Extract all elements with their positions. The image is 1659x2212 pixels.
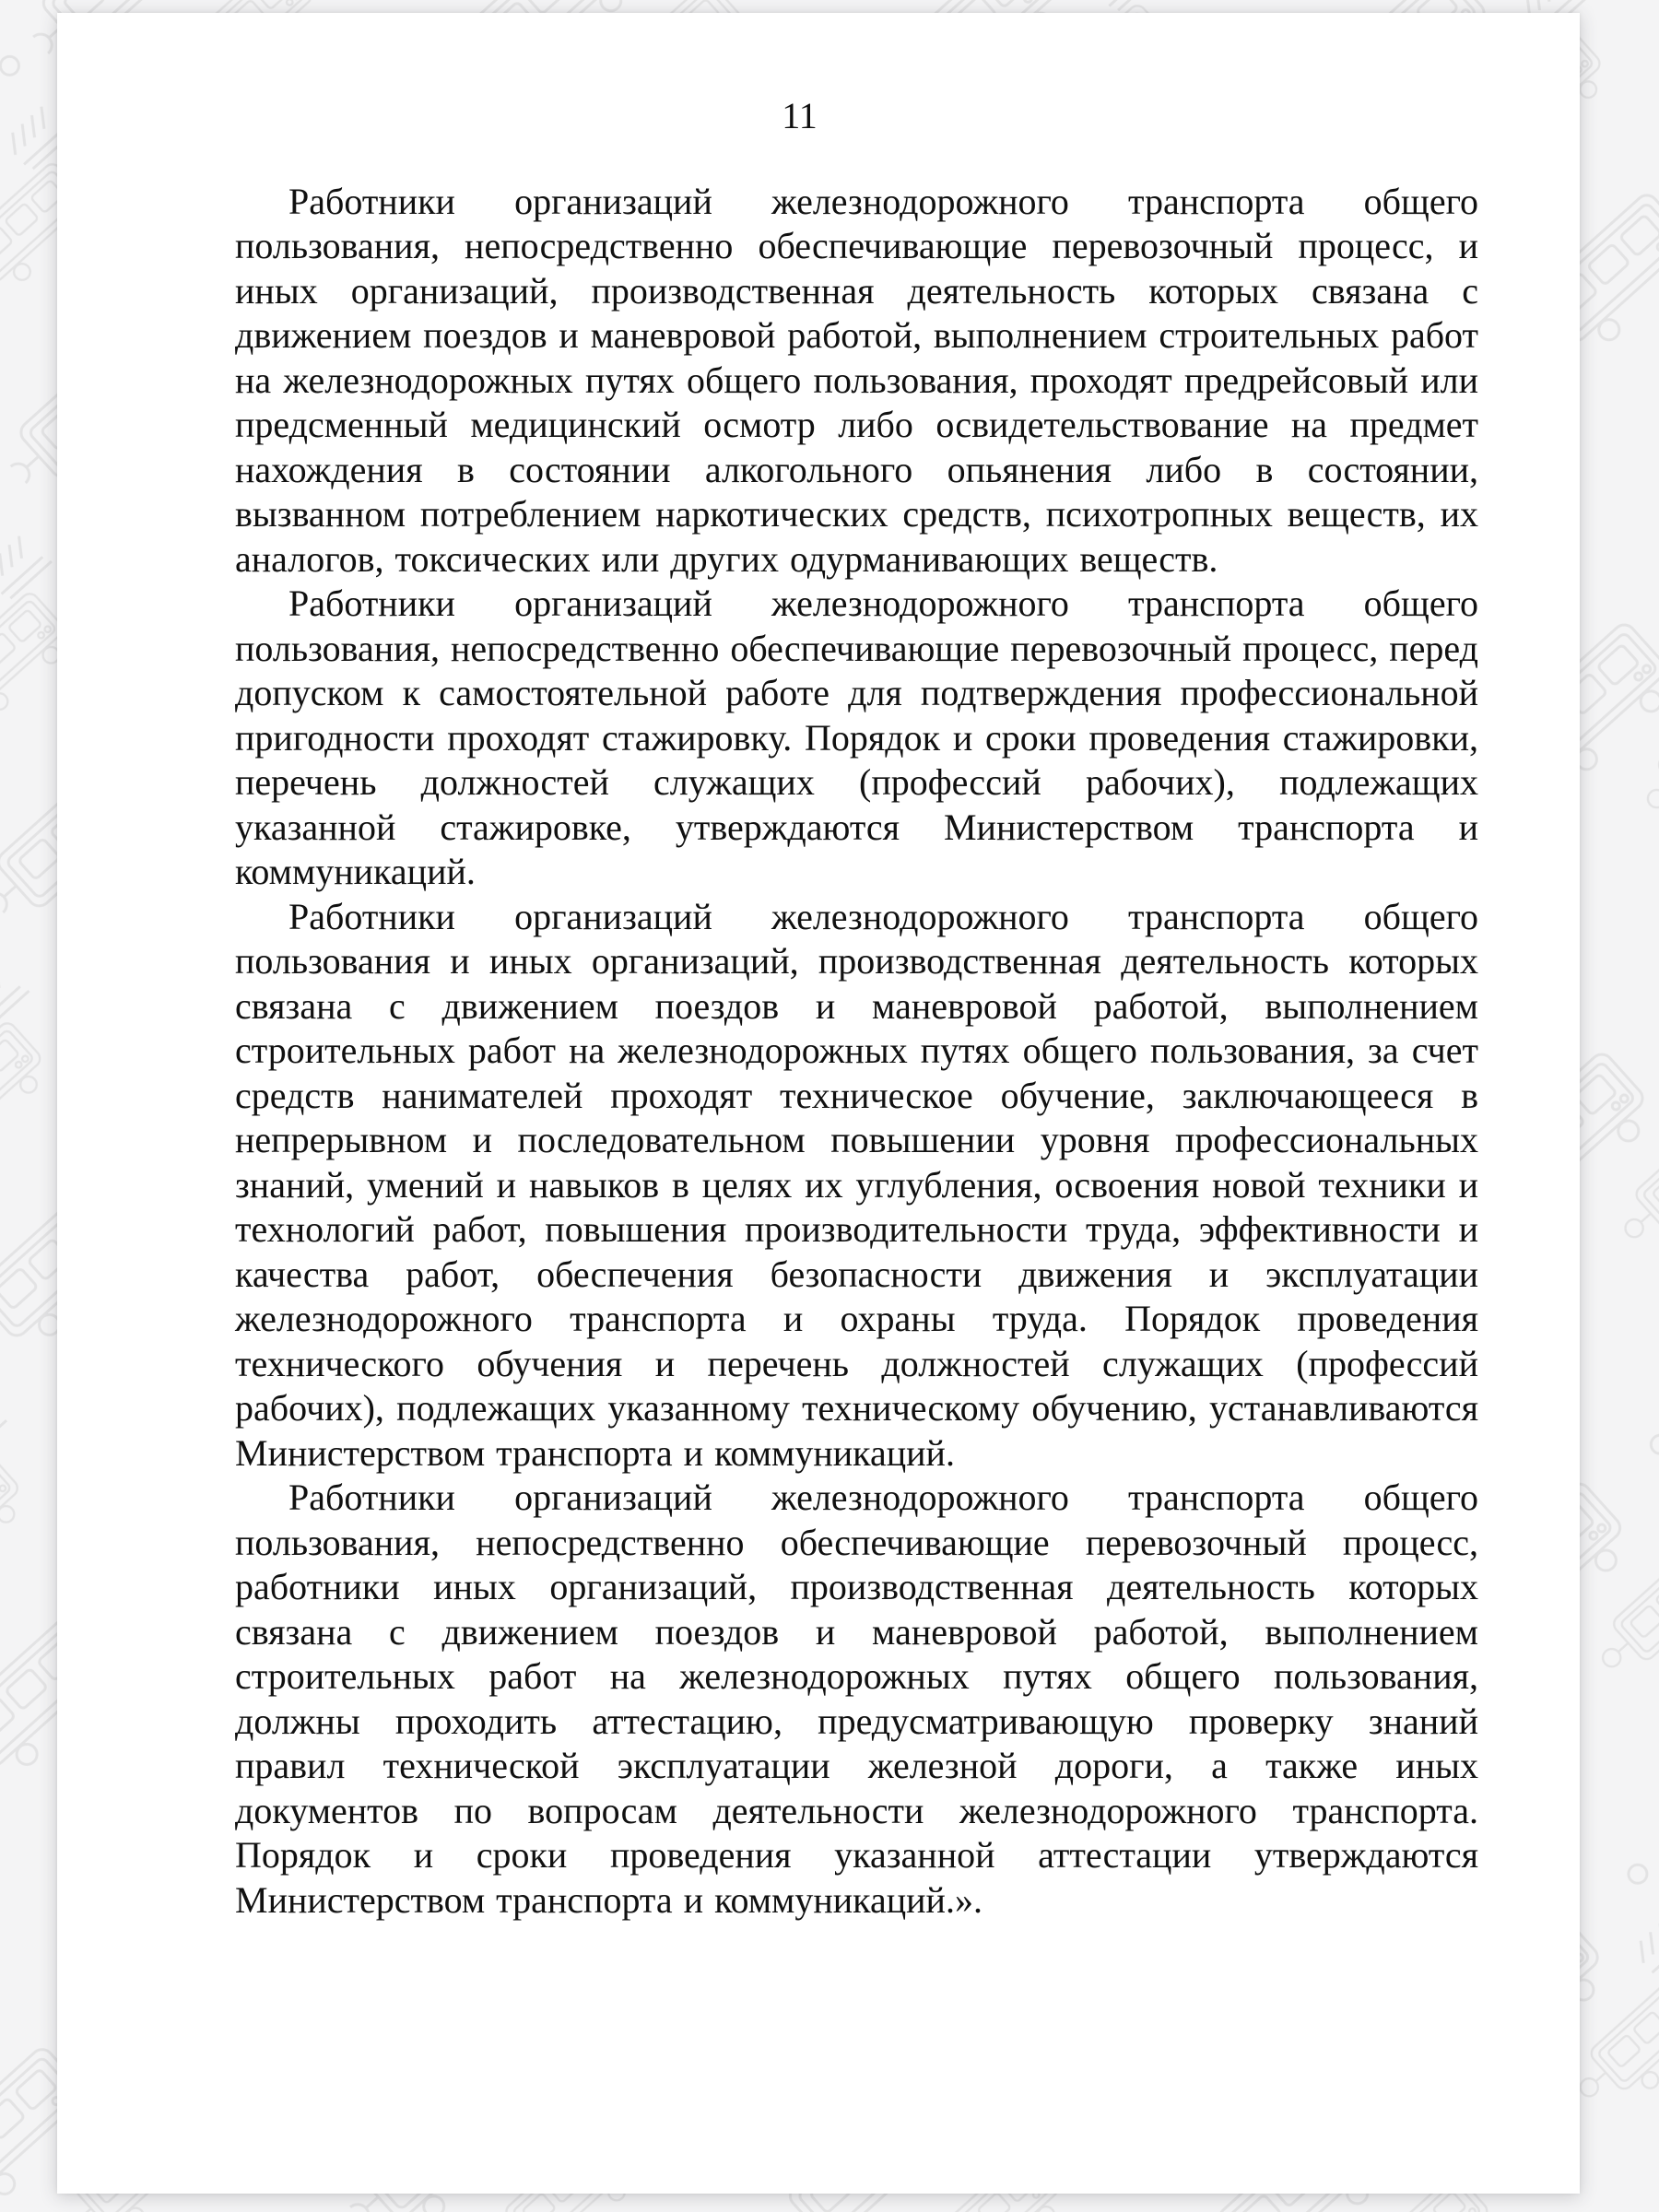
paragraph-internship: Работники организаций железнодорожного транспорта общего пользования, непосредственно обеспечивающие перевозочный процесс, перед допуском к самостоятельной работе для подтверждения профессиональной пригодности проходят стажировку. Порядок и сроки проведения стажировки, перечень должностей служащих (профессий рабочих), подлежащих указанной стажировке, утверждаются Министерством транспорта и коммуникаций. [235,582,1478,892]
paragraph-medical-examination: Работники организаций железнодорожного транспорта общего пользования, непосредственно обеспечивающие перевозочный процесс, и иных организаций, производственная деятельность которых связана с движением поездов и маневровой работой, выполнением строительных работ на железнодорожных путях общего пользования, проходят предрейсовый или предсменный медицинский осмотр либо освидетельствование на предмет нахождения в состоянии алкогольного опьянения либо в состоянии, вызванном потреблением наркотических средств, психотропных веществ, их аналогов, токсических или других одурманивающих веществ. [235,180,1478,580]
document-page [57,13,1580,2194]
page-content [235,94,1478,1923]
page-number: 11 [782,95,818,136]
paragraph-attestation: Работники организаций железнодорожного транспорта общего пользования, непосредственно обеспечивающие перевозочный процесс, работники иных организаций, производственная деятельность которых связана с движением поездов и маневровой работой, выполнением строительных работ на железнодорожных путях общего пользования, должны проходить аттестацию, предусматривающую проверку знаний правил технической эксплуатации железной дороги, а также иных документов по вопросам деятельности железнодорожного транспорта. Порядок и сроки проведения указанной аттестации утверждаются Министерством транспорта и коммуникаций.». [235,1477,1478,1921]
paragraph-technical-training: Работники организаций железнодорожного транспорта общего пользования и иных организаций, производственная деятельность которых связана с движением поездов и маневровой работой, выполнением строительных работ на железнодорожных путях общего пользования, за счет средств нанимателей проходят техническое обучение, заключающееся в непрерывном и последовательном повышении уровня профессиональных знаний, умений и навыков в целях их углубления, освоения новой техники и технологий работ, повышения производительности труда, эффективности и качества работ, обеспечения безопасности движения и эксплуатации железнодорожного транспорта и охраны труда. Порядок проведения технического обучения и перечень должностей служащих (профессий рабочих), подлежащих указанному техническому обучению, устанавливаются Министерством транспорта и коммуникаций. [235,895,1478,1474]
